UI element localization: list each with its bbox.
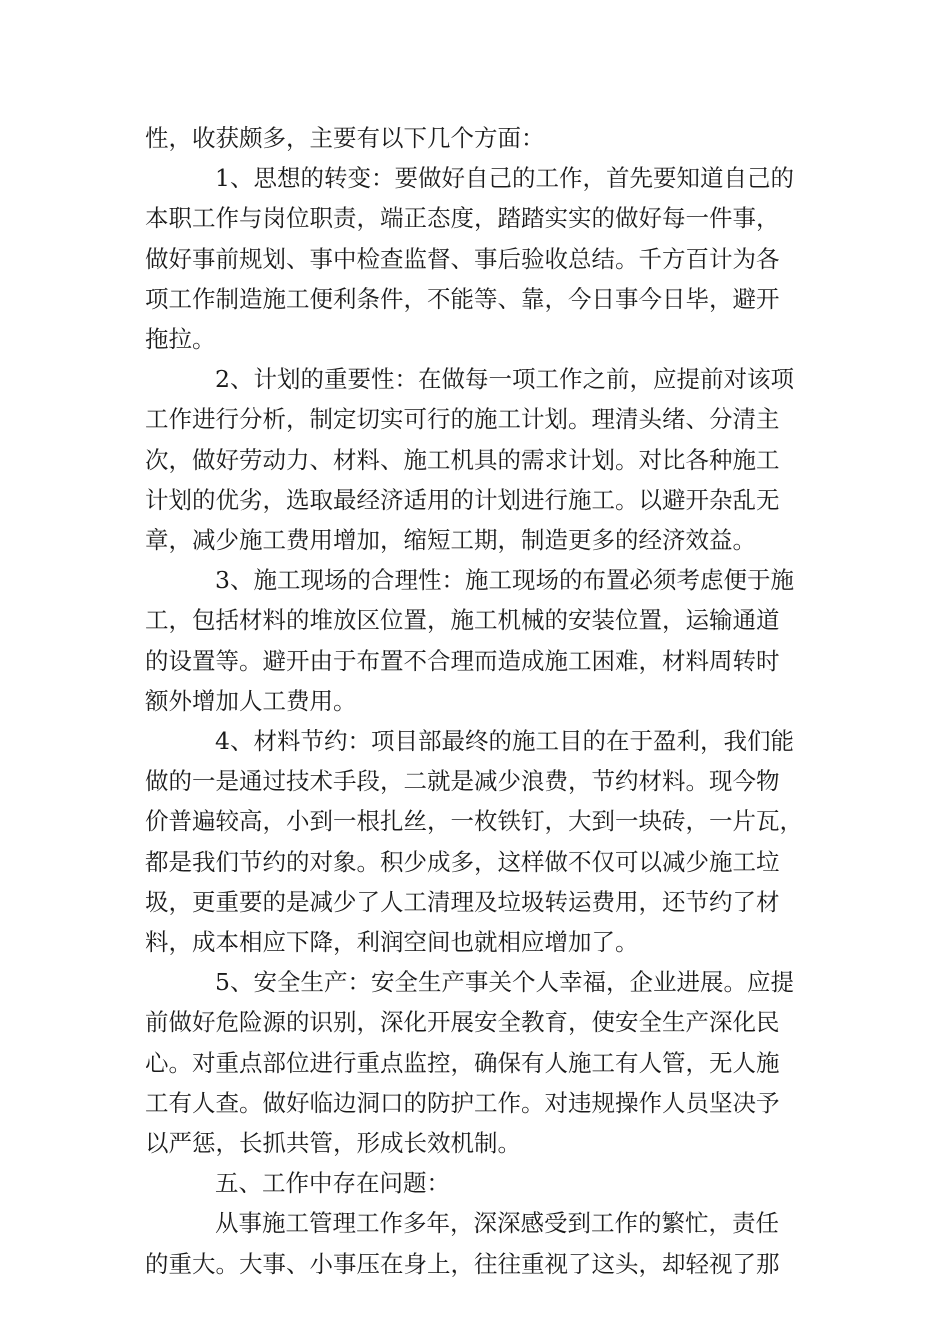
text-line: 工有人查。做好临边洞口的防护工作。对违规操作人员坚决予 (145, 1088, 780, 1117)
text-line: 圾，更重要的是减少了人工清理及垃圾转运费用，还节约了材 (145, 887, 780, 916)
text-line: 做的一是通过技术手段，二就是减少浪费，节约材料。现今物 (145, 767, 780, 796)
text-line: 章，减少施工费用增加，缩短工期，制造更多的经济效益。 (145, 526, 756, 555)
text-line: 心。对重点部位进行重点监控，确保有人施工有人管，无人施 (145, 1048, 780, 1077)
text-line: 从事施工管理工作多年，深深感受到工作的繁忙，责任 (215, 1209, 779, 1238)
text-line: 工，包括材料的堆放区位置，施工机械的安装位置，运输通道 (145, 606, 780, 635)
text-line: 的重大。大事、小事压在身上，往往重视了这头，却轻视了那 (145, 1249, 780, 1278)
text-line: 以严惩，长抓共管，形成长效机制。 (145, 1129, 521, 1158)
text-line: 次，做好劳动力、材料、施工机具的需求计划。对比各种施工 (145, 445, 780, 474)
paragraph-thinking-change (145, 158, 805, 359)
text-line: 项工作制造施工便利条件，不能等、靠，今日事今日毕，避开 (145, 284, 780, 313)
text-line: 计划的优劣，选取最经济适用的计划进行施工。以避开杂乱无 (145, 485, 780, 514)
text-line: 5、安全生产：安全生产事关个人幸福，企业进展。应提 (215, 968, 794, 997)
paragraph-intro (145, 118, 805, 158)
text-line: 拖拉。 (145, 325, 216, 354)
paragraph-planning-importance (145, 359, 805, 560)
paragraph-material-saving (145, 721, 805, 962)
section-heading-problems (145, 1163, 805, 1203)
text-line: 价普遍较高，小到一根扎丝，一枚铁钉，大到一块砖，一片瓦， (145, 807, 803, 836)
text-line: 性，收获颇多，主要有以下几个方面： (145, 124, 545, 152)
text-line: 的设置等。避开由于布置不合理而造成施工困难，材料周转时 (145, 646, 780, 675)
text-line: 五、工作中存在问题： (215, 1169, 450, 1198)
text-line: 本职工作与岗位职责，端正态度，踏踏实实的做好每一件事， (145, 204, 780, 233)
document-page (145, 118, 805, 1284)
text-line: 前做好危险源的识别，深化开展安全教育，使安全生产深化民 (145, 1008, 780, 1037)
text-line: 做好事前规划、事中检查监督、事后验收总结。千方百计为各 (145, 244, 780, 273)
paragraph-problems-body (145, 1203, 805, 1283)
paragraph-safety-production (145, 962, 805, 1163)
text-line: 料，成本相应下降，利润空间也就相应增加了。 (145, 928, 639, 957)
text-line: 工作进行分析，制定切实可行的施工计划。理清头绪、分清主 (145, 405, 780, 434)
text-line: 3、施工现场的合理性：施工现场的布置必须考虑便于施 (215, 566, 794, 595)
text-line: 都是我们节约的对象。积少成多，这样做不仅可以减少施工垃 (145, 847, 780, 876)
text-line: 额外增加人工费用。 (145, 686, 357, 715)
text-line: 2、计划的重要性：在做每一项工作之前，应提前对该项 (215, 365, 794, 394)
text-line: 1、思想的转变：要做好自己的工作，首先要知道自己的 (215, 164, 794, 193)
paragraph-site-layout (145, 560, 805, 721)
text-line: 4、材料节约：项目部最终的施工目的在于盈利，我们能 (215, 727, 794, 756)
